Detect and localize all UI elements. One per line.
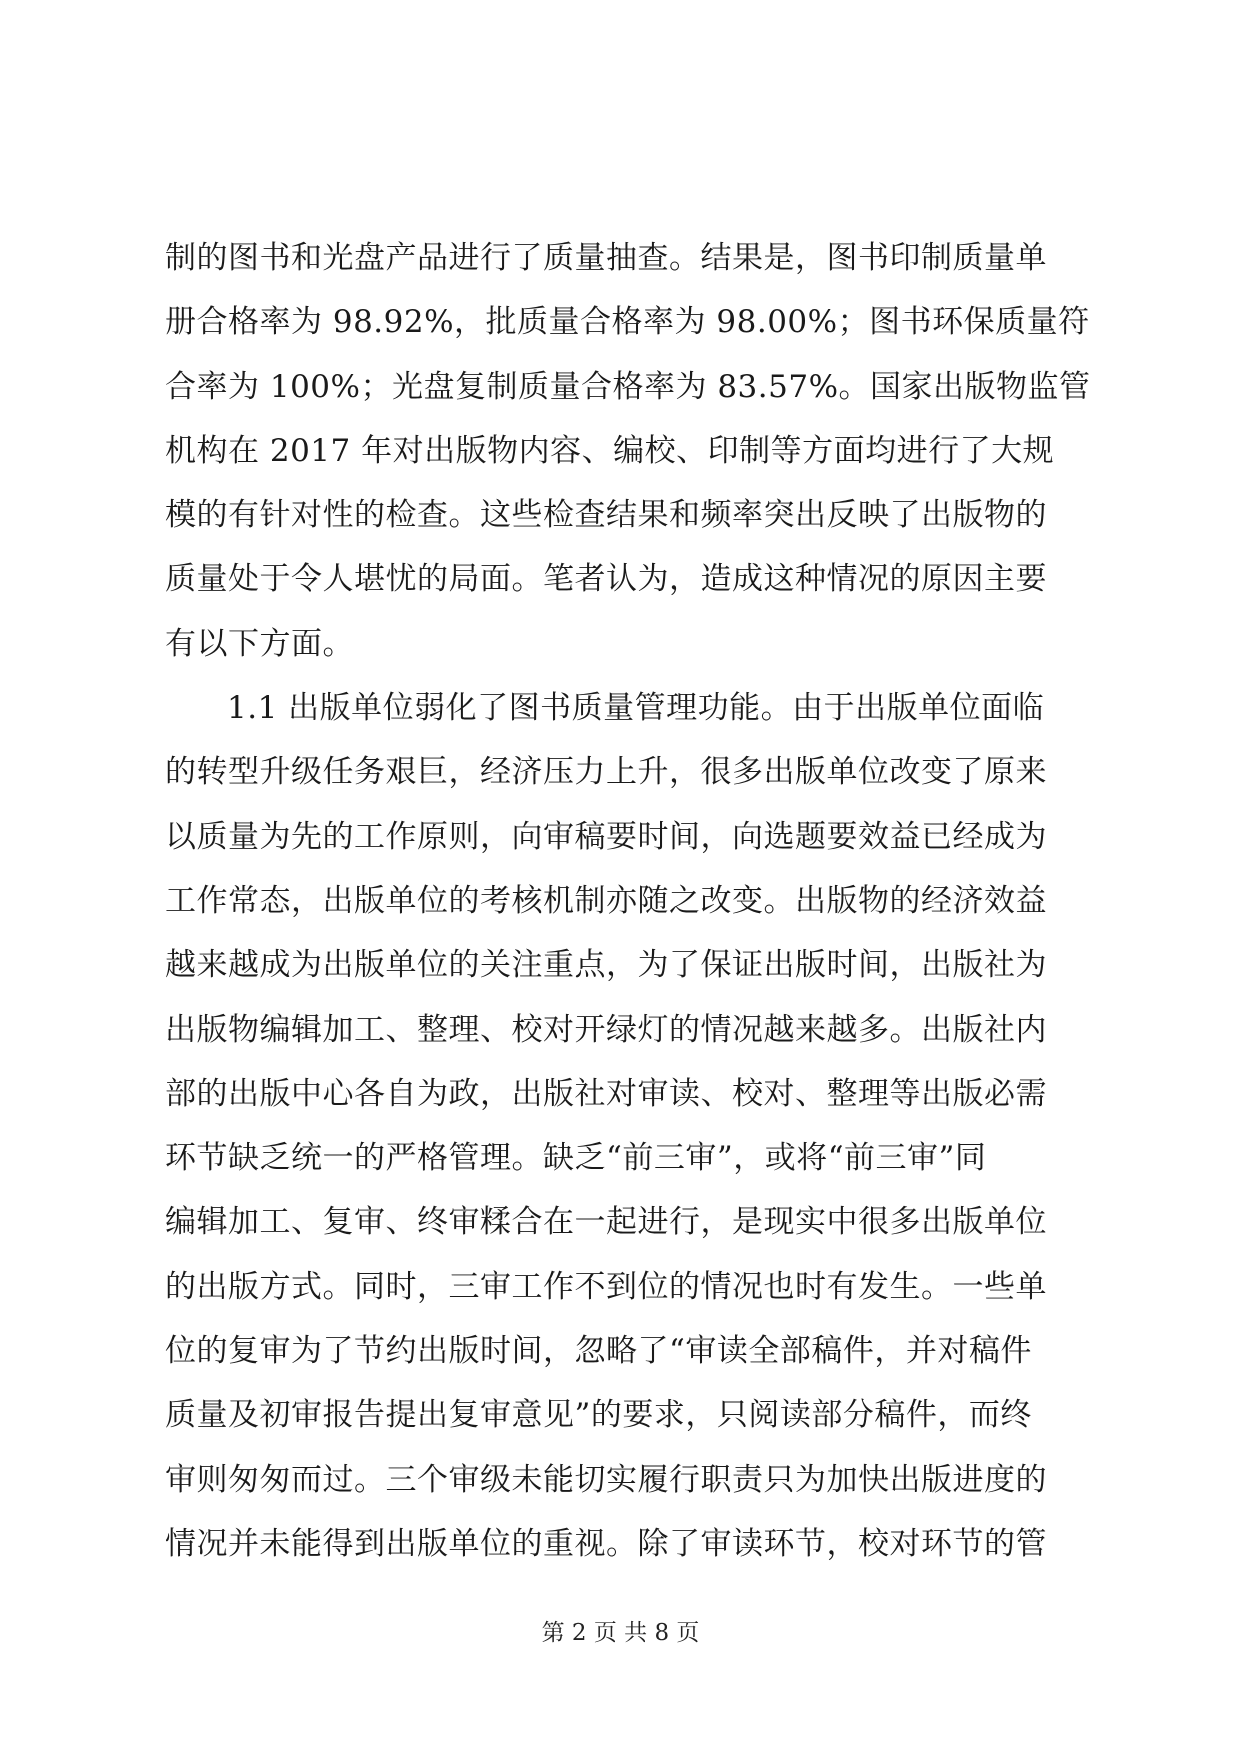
text-line: 制的图书和光盘产品进行了质量抽查。结果是，图书印制质量单 (165, 240, 1047, 276)
text-line: 有以下方面。 (165, 625, 354, 662)
text-line: 越来越成为出版单位的关注重点，为了保证出版时间，出版社为 (165, 947, 1047, 984)
text-line: 的出版方式。同时，三审工作不到位的情况也时有发生。一些单 (165, 1268, 1047, 1305)
text-line: 部的出版中心各自为政，出版社对审读、校对、整理等出版必需 (165, 1075, 1047, 1112)
text-line: 合率为 100%；光盘复制质量合格率为 83.57%。国家出版物监管 (165, 368, 1091, 405)
text-line: 编辑加工、复审、终审糅合在一起进行，是现实中很多出版单位 (165, 1204, 1047, 1241)
text-line: 质量处于令人堪忧的局面。笔者认为，造成这种情况的原因主要 (165, 561, 1047, 598)
text-line: 环节缺乏统一的严格管理。缺乏“前三审”，或将“前三审”同 (165, 1140, 987, 1177)
text-line: 模的有针对性的检查。这些检查结果和频率突出反映了出版物的 (165, 497, 1047, 534)
text-line: 以质量为先的工作原则，向审稿要时间，向选题要效益已经成为 (165, 818, 1047, 855)
text-line: 的转型升级任务艰巨，经济压力上升，很多出版单位改变了原来 (165, 754, 1047, 791)
text-line: 位的复审为了节约出版时间，忽略了“审读全部稿件，并对稿件 (165, 1333, 1032, 1370)
text-line: 工作常态，出版单位的考核机制亦随之改变。出版物的经济效益 (165, 882, 1047, 919)
text-line: 情况并未能得到出版单位的重视。除了审读环节，校对环节的管 (165, 1525, 1047, 1562)
text-line: 1.1 出版单位弱化了图书质量管理功能。由于出版单位面临 (227, 690, 1045, 727)
text-line: 册合格率为 98.92%，批质量合格率为 98.00%；图书环保质量符 (165, 304, 1090, 341)
text-line: 出版物编辑加工、整理、校对开绿灯的情况越来越多。出版社内 (165, 1011, 1047, 1048)
text-line: 机构在 2017 年对出版物内容、编校、印制等方面均进行了大规 (165, 432, 1055, 469)
body-text (165, 226, 1091, 1576)
text-line: 审则匆匆而过。三个审级未能切实履行职责只为加快出版进度的 (165, 1461, 1047, 1498)
page-footer: 第 2 页 共 8 页 (541, 1620, 700, 1646)
text-line: 质量及初审报告提出复审意见”的要求，只阅读部分稿件，而终 (165, 1397, 1032, 1434)
